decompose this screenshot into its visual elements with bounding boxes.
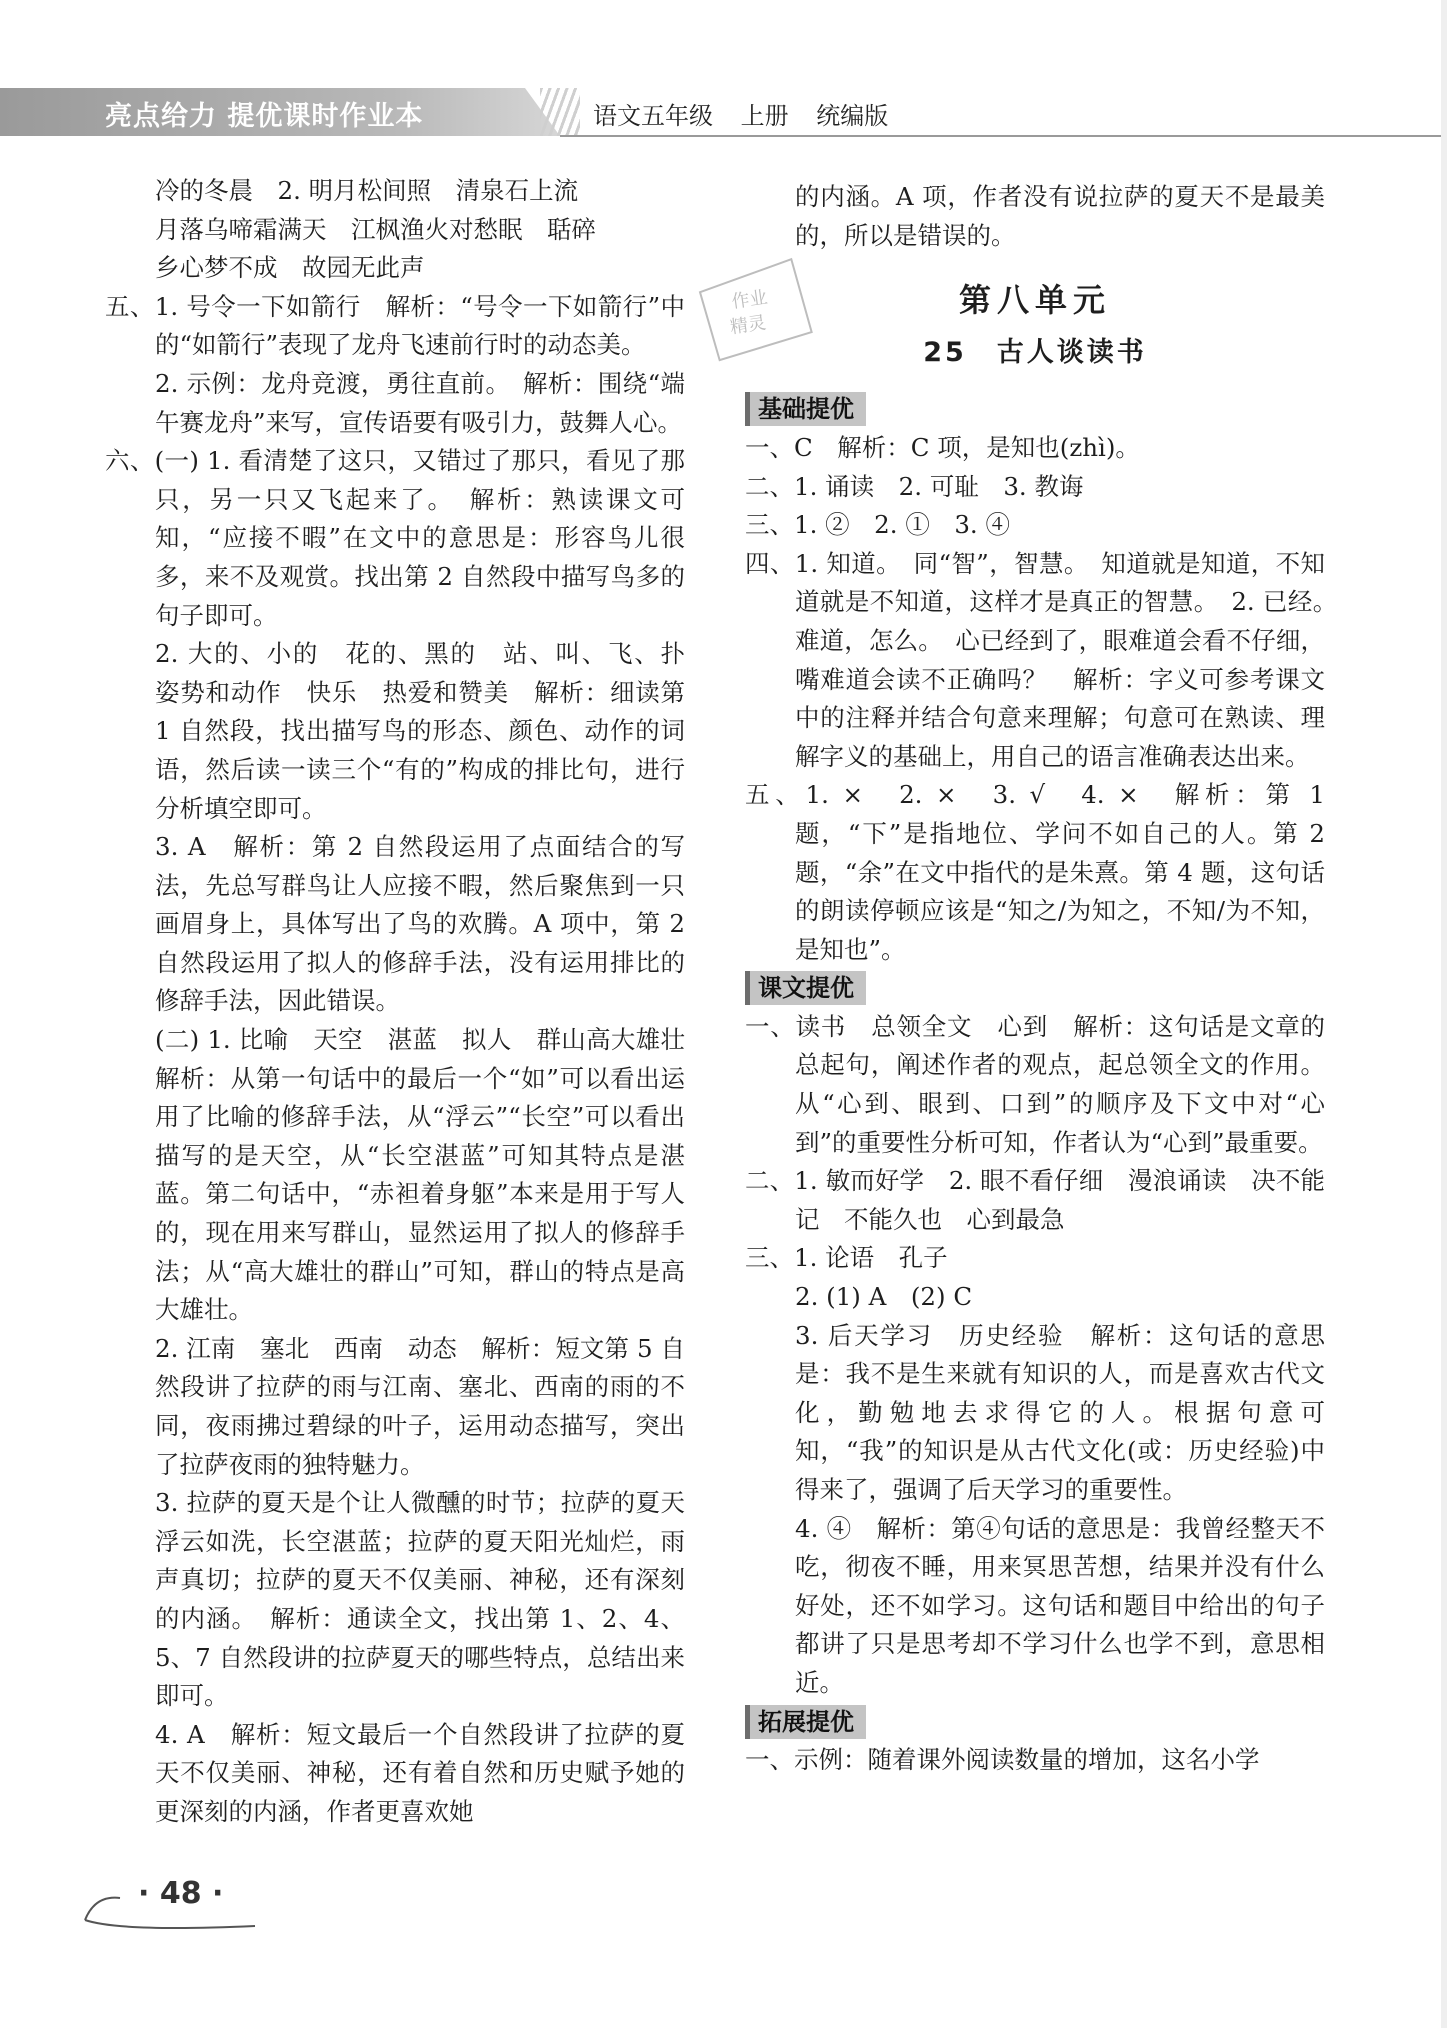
- lesson-title: 25 古人谈读书: [923, 336, 1147, 368]
- answer-paragraph: 3. A 解析：第 2 自然段运用了点面结合的写法，先总写群鸟让人应接不暇，然后聚焦到一只画眉身上，具体写出了鸟的欢腾。A 项中，第 2 自然段运用了拟人的修辞手法，没有运用排比的修辞手法，因此错误。: [155, 832, 685, 1016]
- right-column: [745, 178, 1350, 1780]
- answer-paragraph: 一、C 解析：C 项，是知也(zhì)。: [745, 432, 1140, 462]
- subject-info: 语文五年级 上册 统编版: [593, 102, 889, 130]
- answer-paragraph: 的内涵。A 项，作者没有说拉萨的夏天不是最美的，所以是错误的。: [795, 182, 1325, 250]
- section-extension-tag: 拓展提优: [745, 1705, 866, 1739]
- answer-paragraph: 月落乌啼霜满天 江枫渔火对愁眠 聒碎: [155, 214, 596, 244]
- section-basic-tag: 基础提优: [745, 392, 866, 426]
- answer-paragraph: 2. 示例：龙舟竞渡，勇往直前。 解析：围绕“端午赛龙舟”来写，宣传语要有吸引力，鼓舞人心。: [155, 368, 685, 437]
- answer-paragraph: 二、1. 诵读 2. 可耻 3. 教诲: [745, 471, 1084, 501]
- answer-paragraph: 4. ④ 解析：第④句话的意思是：我曾经整天不吃，彻夜不睡，用来冥思苦想，结果并没有什么好处，还不如学习。这句话和题目中给出的句子都讲了只是思考却不学习什么也学不到，意思相近。: [795, 1513, 1325, 1697]
- answer-paragraph: 2. 江南 塞北 西南 动态 解析：短文第 5 自然段讲了拉萨的雨与江南、塞北、西南的雨的不同，夜雨拂过碧绿的叶子，运用动态描写，突出了拉萨夜雨的独特魅力。: [155, 1333, 685, 1479]
- answer-paragraph: 一、读书 总领全文 心到 解析：这句话是文章的总起句，阐述作者的观点，起总领全文的作用。从“心到、眼到、口到”的顺序及下文中对“心到”的重要性分析可知，作者认为“心到”最重要。: [745, 1011, 1325, 1157]
- answer-paragraph: 三、1. 论语 孔子: [745, 1243, 948, 1273]
- answer-paragraph: 2. (1) A (2) C: [795, 1282, 973, 1312]
- svg-text:作业: 作业: [730, 286, 769, 313]
- answer-paragraph: 4. A 解析：短文最后一个自然段讲了拉萨的夏天不仅美丽、神秘，还有着自然和历史赋予她的更深刻的内涵，作者更喜欢她: [155, 1719, 685, 1826]
- page-number: · 48 ·: [138, 1876, 224, 1911]
- page-edge: [1441, 0, 1447, 2028]
- header-stripes: [540, 88, 580, 136]
- answer-paragraph: 2. 大的、小的 花的、黑的 站、叫、飞、扑 姿势和动作 快乐 热爱和赞美 解析：细读第 1 自然段，找出描写鸟的形态、颜色、动作的词语，然后读一读三个“有的”构成的排比句，进行分析填空即可。: [155, 639, 710, 823]
- header-rule: [560, 135, 1447, 137]
- answer-paragraph: 一、示例：随着课外阅读数量的增加，这名小学: [745, 1745, 1260, 1775]
- answer-paragraph: 二、1. 敏而好学 2. 眼不看仔细 漫浪诵读 决不能记 不能久也 心到最急: [745, 1166, 1325, 1234]
- answer-paragraph: 3. 后天学习 历史经验 解析：这句话的意思是：我不是生来就有知识的人，而是喜欢古代文化，勤勉地去求得它的人。根据句意可知，“我”的知识是从古代文化(或：历史经验)中得来了，强调了后天学习的重要性。: [795, 1320, 1325, 1504]
- section-text-tag: 课文提优: [745, 971, 866, 1005]
- answer-paragraph: 五、1. 号令一下如箭行 解析：“号令一下如箭行”中的“如箭行”表现了龙舟飞速前行时的动态美。: [105, 291, 685, 360]
- left-column: [105, 172, 710, 1832]
- answer-paragraph: 3. 拉萨的夏天是个让人微醺的时节；拉萨的夏天浮云如洗，长空湛蓝；拉萨的夏天阳光灿烂，雨声真切；拉萨的夏天不仅美丽、神秘，还有深刻的内涵。 解析：通读全文，找出第 1、2、4、5、7 自然段讲的拉萨夏天的哪些特点，总结出来即可。: [155, 1488, 685, 1711]
- unit-title: 第八单元: [958, 281, 1111, 320]
- answer-paragraph: 冷的冬晨 2. 明月松间照 清泉石上流: [155, 176, 579, 205]
- answer-paragraph: 三、1. ② 2. ① 3. ④: [745, 510, 1010, 540]
- book-title: 亮点给力 提优课时作业本: [105, 101, 424, 132]
- answer-paragraph: 五、1. × 2. × 3. √ 4. × 解析：第 1 题，“下”是指地位、学问不如自己的人。第 2 题，“余”在文中指代的是朱熹。第 4 题，这句话的朗读停顿应该是“知之/为知之，不知/为不知，是知也”。: [745, 780, 1325, 964]
- answer-paragraph: 乡心梦不成 故园无此声: [155, 253, 425, 283]
- answer-paragraph: 六、(一) 1. 看清楚了这只，又错过了那只，看见了那只，另一只又飞起来了。 解析：熟读课文可知，“应接不暇”在文中的意思是：形容鸟儿很多，来不及观赏。找出第 2 自然段中描写鸟多的句子即可。: [105, 446, 685, 630]
- answer-paragraph: (二) 1. 比喻 天空 湛蓝 拟人 群山高大雄壮 解析：从第一句话中的最后一个“如”可以看出运用了比喻的修辞手法，从“浮云”“长空”可以看出描写的是天空，从“长空湛蓝”可知其特点是湛蓝。第二句话中，“赤袒着身躯”本来是用于写人的，现在用来写群山，显然运用了拟人的修辞手法；从“高大雄壮的群山”可知，群山的特点是高大雄壮。: [155, 1025, 710, 1325]
- answer-paragraph: 四、1. 知道。 同“智”，智慧。 知道就是知道，不知道就是不知道，这样才是真正的智慧。 2. 已经。 难道，怎么。 心已经到了，眼难道会看不仔细，嘴难道会读不正确吗？ 解析：字义可参考课文中的注释并结合句意来理解；句意可在熟读、理解字义的基础上，用自己的语言准确表达出来。: [745, 548, 1350, 771]
- page-header: [0, 88, 1447, 136]
- svg-text:精灵: 精灵: [728, 312, 768, 339]
